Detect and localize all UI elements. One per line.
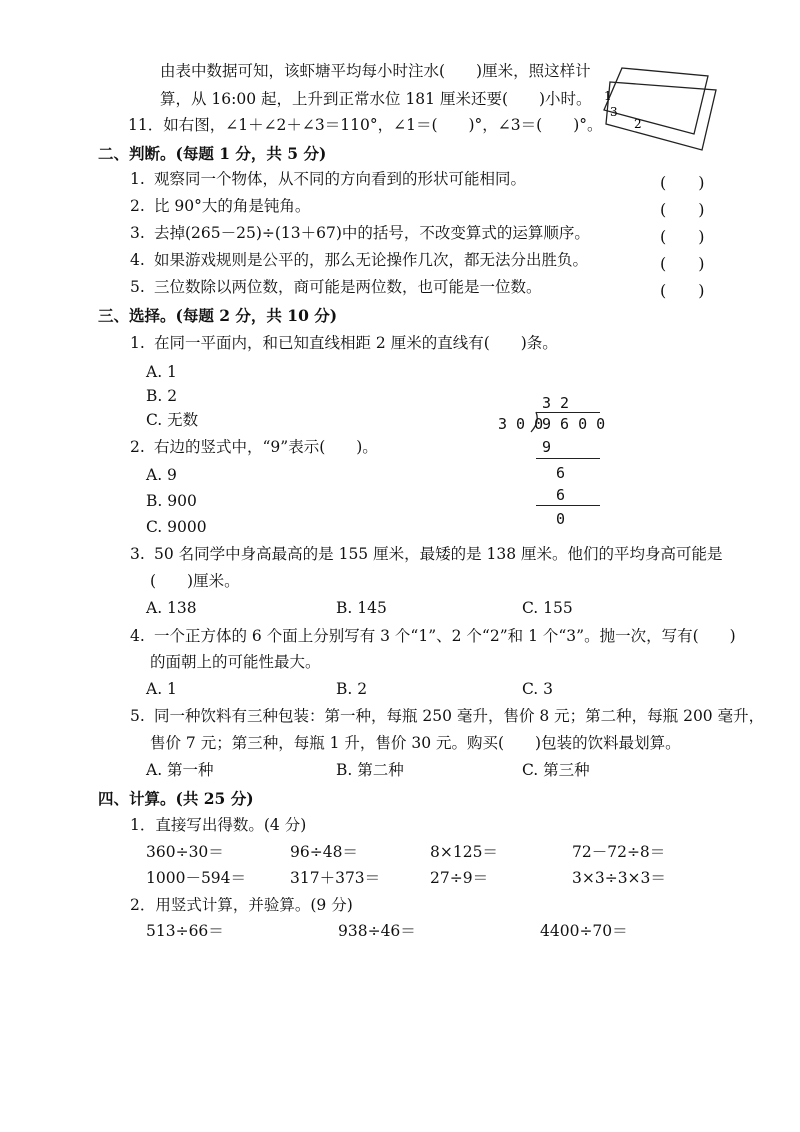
calc-1-3: 8×125＝ — [430, 843, 498, 861]
division-divisor: 3 0 0 — [498, 415, 544, 433]
judge-5-text: 三位数除以两位数，商可能是两位数，也可能是一位数。 — [154, 278, 542, 296]
judge-1-num: 1. — [130, 170, 145, 188]
vertical-calc-3: 4400÷70＝ — [540, 922, 628, 940]
choice-1-option-b[interactable]: B. 2 — [146, 387, 178, 405]
choice-5-option-b[interactable]: B. 第二种 — [336, 761, 404, 779]
choice-1-text: 在同一平面内，和已知直线相距 2 厘米的直线有( )条。 — [154, 334, 558, 352]
judge-4-answer[interactable]: ( ) — [660, 254, 705, 273]
judge-2-num: 2. — [130, 197, 145, 215]
calc-1-1: 360÷30＝ — [146, 843, 224, 861]
judge-2-text: 比 90°大的角是钝角。 — [154, 197, 311, 215]
calc-2-1: 1000－594＝ — [146, 869, 247, 887]
choice-4-option-a[interactable]: A. 1 — [146, 680, 177, 698]
choice-5-line1: 同一种饮料有三种包装：第一种，每瓶 250 毫升，售价 8 元；第二种，每瓶 200 毫升， — [154, 707, 765, 725]
section4-title: 四、计算。(共 25 分) — [98, 789, 254, 808]
judge-3-text: 去掉(265－25)÷(13＋67)中的括号，不改变算式的运算顺序。 — [154, 224, 590, 242]
judge-2-answer[interactable]: ( ) — [660, 200, 705, 219]
choice-2-option-c[interactable]: C. 9000 — [146, 518, 207, 536]
choice-1-option-a[interactable]: A. 1 — [146, 363, 177, 381]
choice-5-option-c[interactable]: C. 第三种 — [522, 761, 590, 779]
choice-3-option-a[interactable]: A. 138 — [146, 599, 197, 617]
section2-title: 二、判断。(每题 1 分，共 5 分) — [98, 144, 327, 163]
choice-4-option-b[interactable]: B. 2 — [336, 680, 368, 698]
calc-2-2: 317＋373＝ — [290, 869, 381, 887]
judge-5-num: 5. — [130, 278, 145, 296]
judge-3-answer[interactable]: ( ) — [660, 227, 705, 246]
choice-4-line1: 一个正方体的 6 个面上分别写有 3 个“1”、2 个“2”和 1 个“3”。抛一次，写有( ) — [154, 627, 736, 645]
calc-1-4: 72－72÷8＝ — [572, 843, 666, 861]
angle-2-label: 2 — [634, 117, 642, 131]
choice-4-option-c[interactable]: C. 3 — [522, 680, 554, 698]
calc-2-4: 3×3÷3×3＝ — [572, 869, 666, 887]
choice-5-line2: 售价 7 元；第三种，每瓶 1 升，售价 30 元。购买( )包装的饮料最划算。 — [150, 734, 681, 752]
choice-5-option-a[interactable]: A. 第一种 — [146, 761, 214, 779]
vertical-calc-1: 513÷66＝ — [146, 922, 224, 940]
judge-3-num: 3. — [130, 224, 145, 242]
q11-text: 11．如右图，∠1＋∠2＋∠3＝110°，∠1＝( )°，∠3＝( )°。 — [128, 116, 603, 134]
division-step-2: 6 — [556, 464, 566, 482]
choice-3-option-c[interactable]: C. 155 — [522, 599, 573, 617]
division-step-3: 6 — [556, 486, 566, 504]
choice-2-option-a[interactable]: A. 9 — [146, 466, 177, 484]
q10-line2: 算，从 16:00 起，上升到正常水位 181 厘米还要( )小时。 — [160, 90, 592, 108]
choice-3-option-b[interactable]: B. 145 — [336, 599, 387, 617]
judge-5-answer[interactable]: ( ) — [660, 281, 705, 300]
calc-sub2-title: 2．用竖式计算，并验算。(9 分) — [130, 896, 353, 914]
section3-title: 三、选择。(每题 2 分，共 10 分) — [98, 306, 338, 325]
choice-3-num: 3. — [130, 545, 145, 563]
choice-1-num: 1. — [130, 334, 145, 352]
choice-5-num: 5. — [130, 707, 145, 725]
judge-4-text: 如果游戏规则是公平的，那么无论操作几次，都无法分出胜负。 — [154, 251, 589, 269]
calc-2-3: 27÷9＝ — [430, 869, 489, 887]
choice-4-line2: 的面朝上的可能性最大。 — [150, 653, 321, 671]
choice-2-text: 右边的竖式中，“9”表示( )。 — [154, 438, 378, 456]
vertical-calc-2: 938÷46＝ — [338, 922, 416, 940]
division-rule-2 — [536, 505, 600, 506]
division-bar — [536, 412, 600, 413]
choice-4-num: 4. — [130, 627, 145, 645]
choice-3-line2: ( )厘米。 — [150, 572, 240, 590]
division-rule-1 — [536, 458, 600, 459]
calc-sub1-title: 1．直接写出得数。(4 分) — [130, 816, 307, 834]
division-dividend: 9 6 0 0 — [542, 415, 606, 433]
choice-1-option-c[interactable]: C. 无数 — [146, 411, 199, 429]
division-quotient: 3 2 — [542, 394, 570, 412]
division-remainder: 0 — [556, 510, 566, 528]
choice-3-line1: 50 名同学中身高最高的是 155 厘米，最矮的是 138 厘米。他们的平均身高可能是 — [154, 545, 723, 563]
judge-1-answer[interactable]: ( ) — [660, 173, 705, 192]
judge-4-num: 4. — [130, 251, 145, 269]
calc-1-2: 96÷48＝ — [290, 843, 358, 861]
division-step-1: 9 — [542, 438, 552, 456]
angle-3-label: 3 — [610, 105, 618, 119]
judge-1-text: 观察同一个物体，从不同的方向看到的形状可能相同。 — [154, 170, 527, 188]
choice-2-num: 2. — [130, 438, 145, 456]
angle-1-label: 1 — [604, 89, 612, 103]
q10-line1: 由表中数据可知，该虾塘平均每小时注水( )厘米，照这样计 — [160, 62, 591, 80]
angle-figure — [598, 48, 726, 152]
choice-2-option-b[interactable]: B. 900 — [146, 492, 197, 510]
